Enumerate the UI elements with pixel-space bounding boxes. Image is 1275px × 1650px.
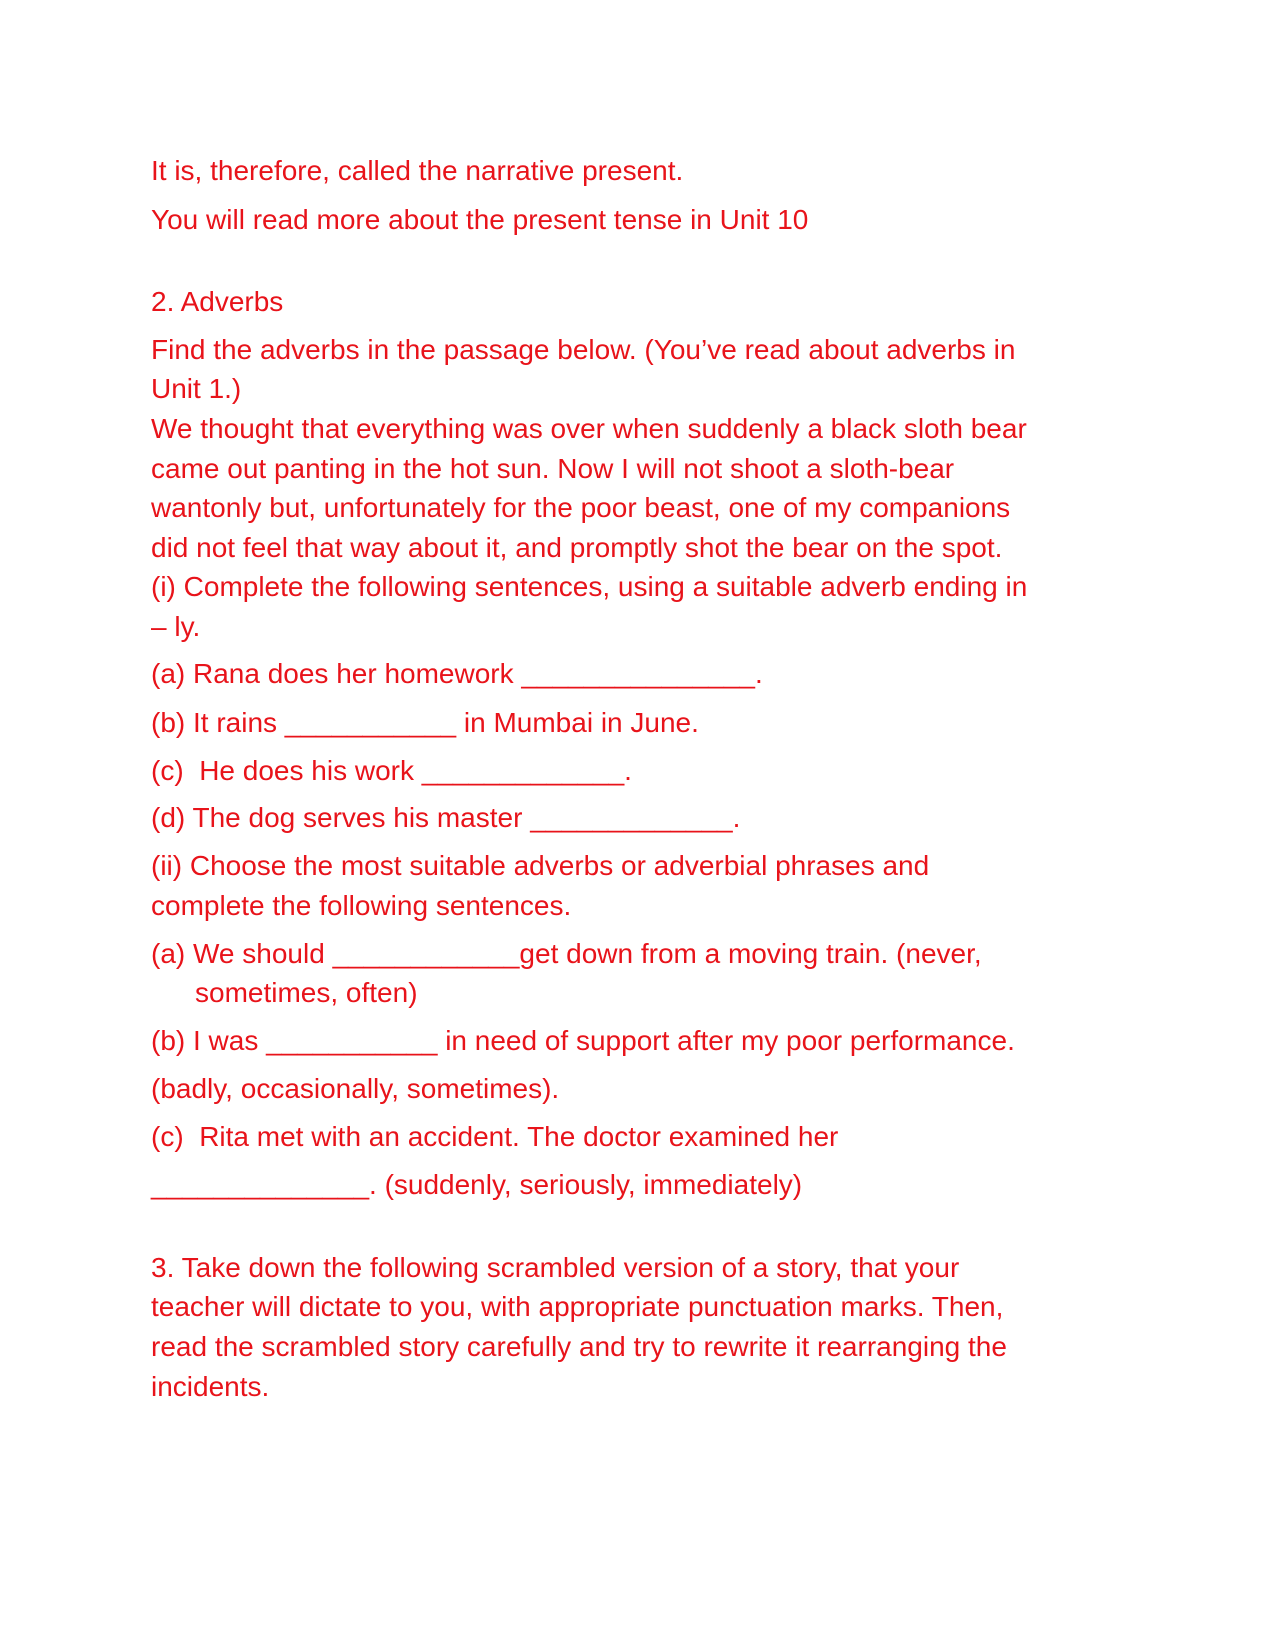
part-ii-instruction-line-1: (ii) Choose the most suitable adverbs or adverbial phrases and — [151, 850, 930, 881]
section-3-line: 3. Take down the following scrambled version of a story, that your — [151, 1252, 960, 1283]
exercise-item: (a) We should ____________get down from a moving train. (never, — [151, 938, 982, 969]
passage-line: We thought that everything was over when suddenly a black sloth bear — [151, 413, 1027, 444]
intro-line-2: You will read more about the present tense in Unit 10 — [151, 204, 809, 235]
section-2-instruction-line-2: Unit 1.) — [151, 373, 242, 404]
exercise-item-continuation: sometimes, often) — [195, 977, 418, 1008]
exercise-item-continuation: (badly, occasionally, sometimes). — [151, 1073, 560, 1104]
passage-line: did not feel that way about it, and promptly shot the bear on the spot. — [151, 532, 1003, 563]
part-ii-instruction-line-2: complete the following sentences. — [151, 890, 572, 921]
part-i-instruction-line-1: (i) Complete the following sentences, using a suitable adverb ending in — [151, 571, 1028, 602]
exercise-item: (a) Rana does her homework _______________. — [151, 658, 763, 689]
part-i-instruction-line-2: – ly. — [151, 611, 201, 642]
exercise-item: (c) Rita met with an accident. The doctor examined her — [151, 1121, 839, 1152]
section-3-line: incidents. — [151, 1371, 270, 1402]
passage-line: wantonly but, unfortunately for the poor beast, one of my companions — [151, 492, 1011, 523]
section-3-line: teacher will dictate to you, with appropriate punctuation marks. Then, — [151, 1291, 1004, 1322]
intro-line-1: It is, therefore, called the narrative present. — [151, 155, 684, 186]
section-2-heading: 2. Adverbs — [151, 286, 284, 317]
exercise-item-continuation: ______________. (suddenly, seriously, immediately) — [151, 1169, 803, 1200]
passage-line: came out panting in the hot sun. Now I will not shoot a sloth-bear — [151, 453, 955, 484]
exercise-item: (d) The dog serves his master _____________. — [151, 802, 741, 833]
section-3-line: read the scrambled story carefully and try to rewrite it rearranging the — [151, 1331, 1007, 1362]
exercise-item: (b) It rains ___________ in Mumbai in June. — [151, 707, 699, 738]
exercise-item: (c) He does his work _____________. — [151, 755, 632, 786]
exercise-item: (b) I was ___________ in need of support after my poor performance. — [151, 1025, 1015, 1056]
section-2-instruction-line-1: Find the adverbs in the passage below. (You’ve read about adverbs in — [151, 334, 1016, 365]
